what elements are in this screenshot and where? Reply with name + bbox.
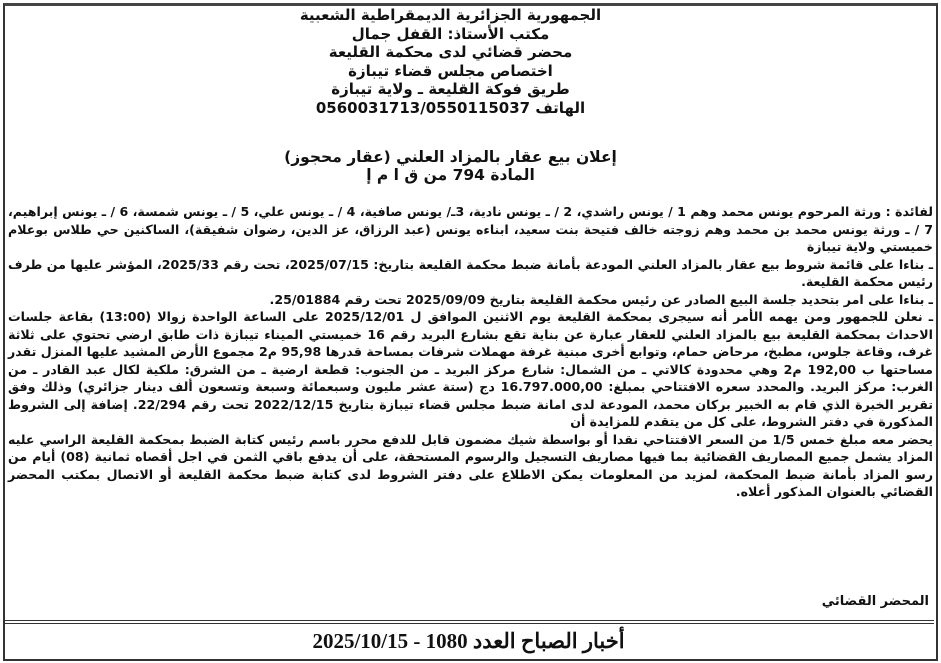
title-article: المادة 794 من ق ا م إ (366, 166, 535, 184)
header-line-country: الجمهورية الجزائرية الديمقراطية الشعبية (299, 6, 602, 24)
newspaper-footer: أخبار الصباح العدد 1080 - 2025/10/15 (3, 620, 934, 660)
bailiff-header (0, 6, 941, 118)
header-line-court: محضر قضائي لدى محكمة القليعة (328, 43, 573, 62)
signature: المحضر القضائي (821, 594, 929, 609)
header-line-phone: الهاتف 0560031713/0550115037 (315, 98, 586, 117)
paragraph-beneficiaries: لفائدة : ورثة المرحوم يونس محمد وهم 1 / يونس راشدي، 2 / ـ يونس نادية، 3ـ/ يونس صافية، 4 / ـ يونس علي، 5 / ـ يونس شمسة، 6 / ـ يونس إبراهيم، 7 / ـ ورثة يونس محمد بن محمد وهم زوجته خالف فتيحة بنت سعيد، ابناءه يونس (عبد الرزاق، عز الدين، رضوان شفيقة)، الساكنين حي طلاس بوعلام خميستي ولاية تيبازة (8, 204, 934, 254)
header-line-address: طريق فوكة القليعة ـ ولاية تيبازة (331, 80, 570, 99)
paragraph-auction-details: ـ نعلن للجمهور ومن يهمه الأمر أنه سيجرى بمحكمة القليعة يوم الاثنين الموافق ل 2025/12/01 على الساعة الواحدة زوالا (13:00) بقاعة جلسات الاحداث بمحكمة القليعة بيع بالمزاد العلني للعقار عبارة عن بناية تقع بشارع البريد رقم 16 خميستي الميناء تيبازة ذات طابق ارضي تحتوي على ثلاثة غرف، وقاعة جلوس، مطبخ، مرحاض حمام، وتوابع أخرى مبنية غرفة مهملات شرفات بمساحة قدرها 95,98 م2 مجموع الأرض المشيد عليها المنزل تقدر مساحتها ب 192,00 م2 وهي محدودة كالاتي ـ من الشمال: شارع مركز البريد ـ من الجنوب: قطعة ارضية ـ من الشرق: ملكية لكال عبد القادر ـ من الغرب: مركز البريد. والمحدد سعره الافتتاحي بمبلغ: 16.797.000,00 دج (ستة عشر مليون وسبعمائة وسبعة وتسعون ألف دينار جزائري) وذلك وفق تقرير الخبرة الذي قام به الخبير بركان محمد، المودعة لدى امانة ضبط مجلس قضاء تيبازة بتاريخ 2022/12/15 تحت رقم 22/294. إضافة إلى الشروط المذكورة في دفتر الشروط، على كل من يتقدم للمزايدة أن (8, 309, 934, 429)
paragraph-session-order: ـ بناءا على امر بتحديد جلسة البيع الصادر عن رئيس محكمة القليعة بتاريخ 2025/09/09 تحت رقم 25/01884. (269, 291, 933, 307)
paragraph-payment-terms: يحضر معه مبلغ خمس 1/5 من السعر الافتتاحي نقدا أو بواسطة شيك مضمون قابل للدفع محرر باسم رئيس كتابة الضبط بمحكمة القليعة الراسي عليه المزاد يشمل جميع المصاريف القضائية بما فيها مصاريف التسجيل والرسوم المستحقة، على أن يدفع باقي الثمن في اجل أقصاه ثمانية (08) أيام من رسو المزاد بأمانة ضبط المحكمة، لمزيد من المعلومات يمكن الاطلاع على دفتر الشروط لدى كتابة ضبط محكمة القليعة أو الاتصال بمكتب المحضر القضائي بالعنوان المذكور أعلاه. (8, 431, 933, 499)
header-line-jurisdiction: اختصاص مجلس قضاء تيبازة (348, 61, 553, 80)
title-main: إعلان بيع عقار بالمزاد العلني (عقار محجوز) (284, 148, 617, 166)
header-line-office: مكتب الأستاذ: القفل جمال (351, 24, 550, 43)
notice-body (8, 203, 933, 501)
notice-title (0, 148, 941, 184)
paragraph-conditions-list: ـ بناءا على قائمة شروط بيع عقار بالمزاد العلني المودعة بأمانة ضبط محكمة القليعة بتاريخ: 2025/07/15، تحت رقم 2025/33، المؤشر عليها من طرف رئيس محكمة القليعة. (8, 256, 934, 289)
